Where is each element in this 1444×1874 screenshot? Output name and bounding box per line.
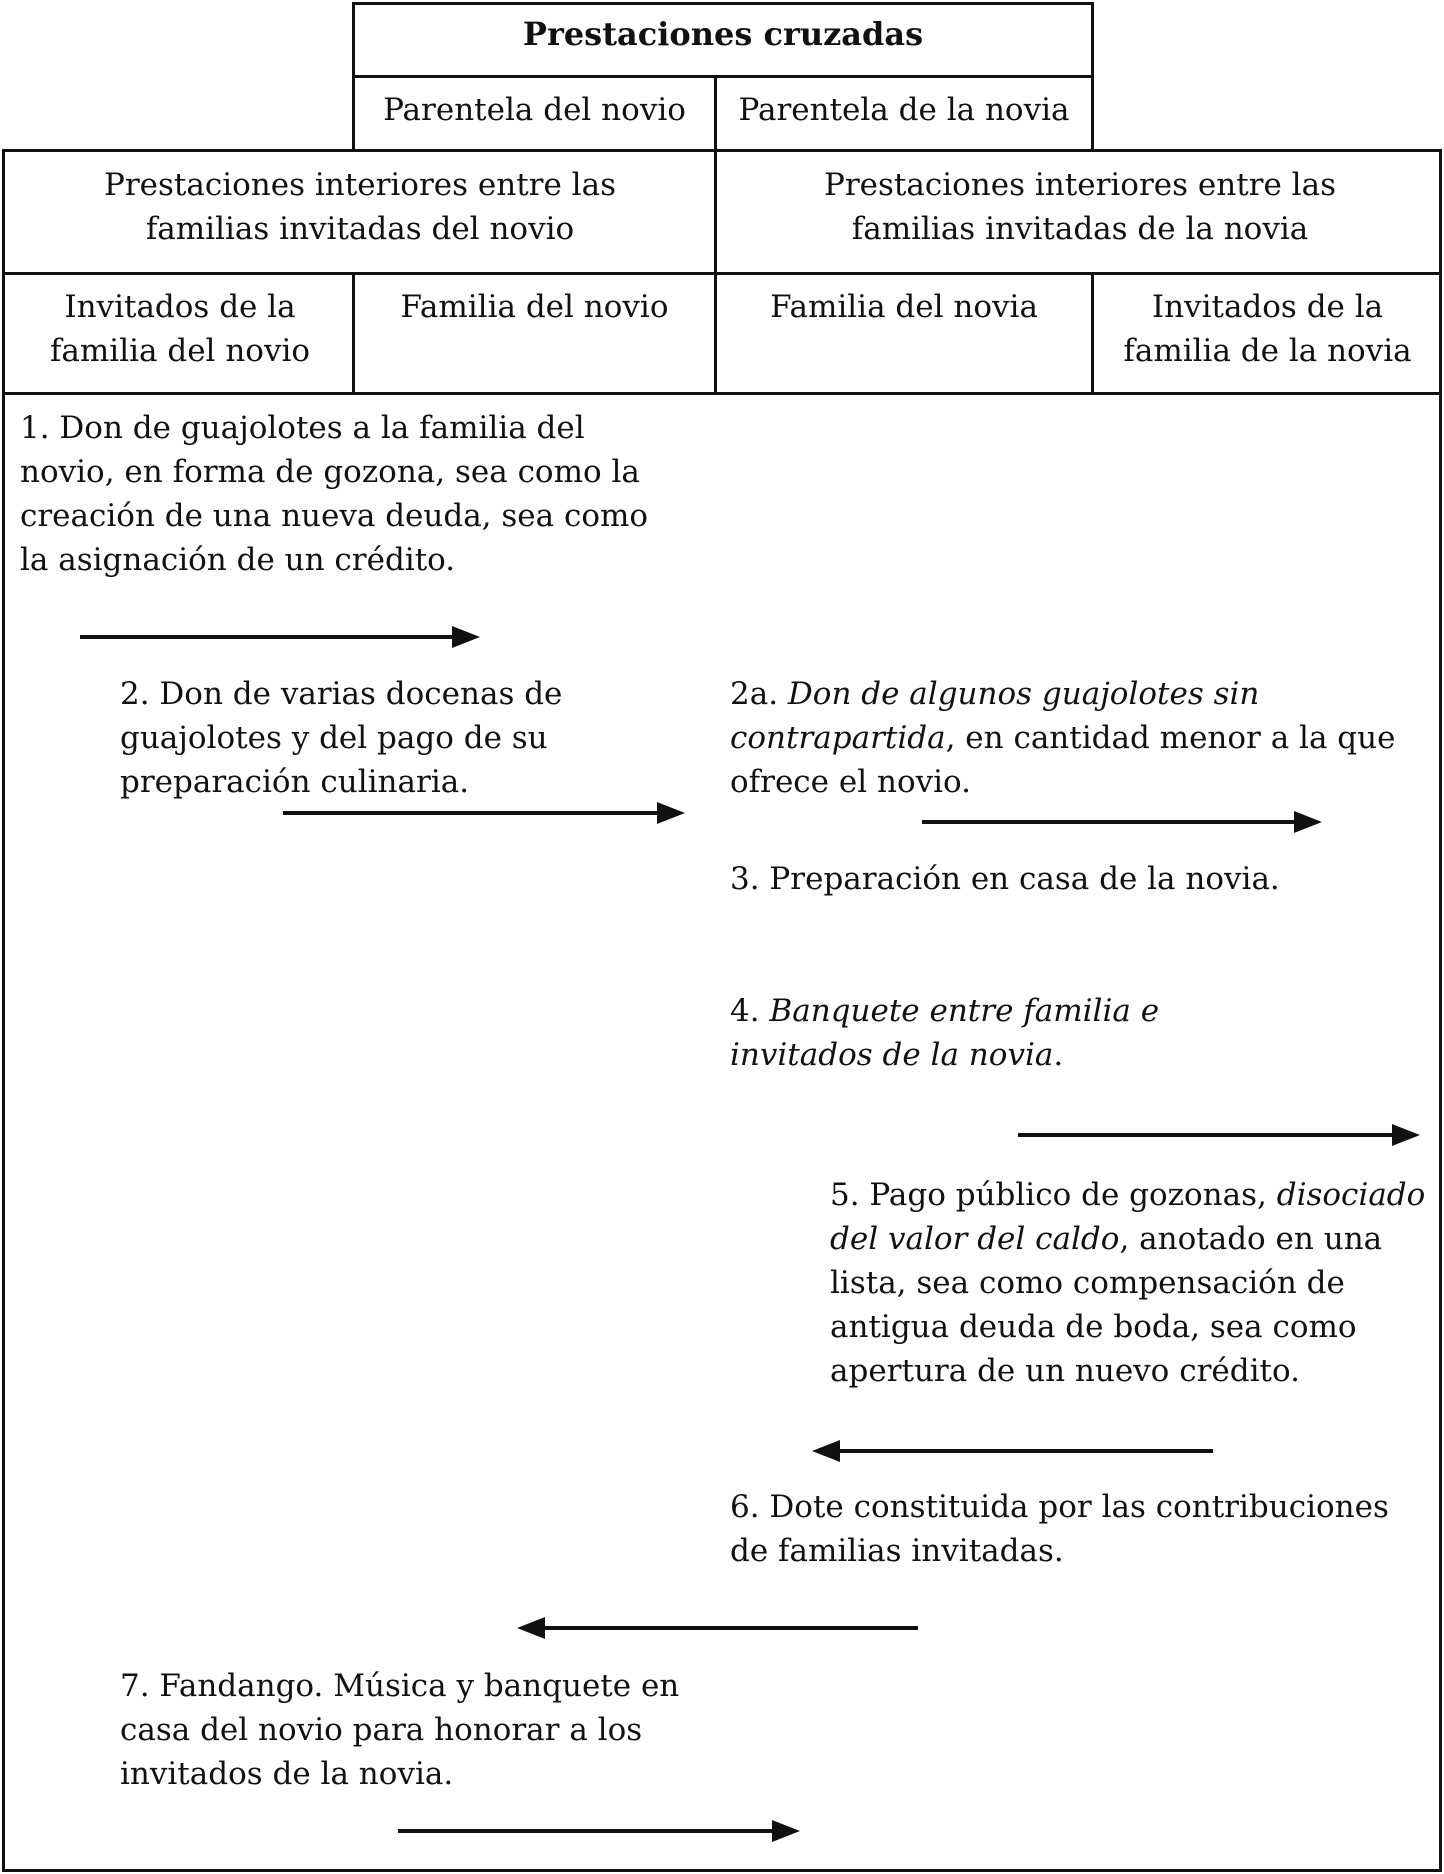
step-4-italic: Banquete entre familia e invitados de la novia (730, 993, 1160, 1073)
column-invitados-novio: Invitados de la familia del novio (49, 289, 311, 369)
arrow-2 (283, 802, 685, 824)
arrow-5 (812, 1440, 1213, 1462)
arrow-2a (922, 811, 1322, 833)
step-7: 7. Fandango. Música y banquete en casa del novio para honorar a los invitados de la novia. (120, 1668, 680, 1792)
arrow-7 (398, 1820, 800, 1842)
arrow-4 (1018, 1124, 1420, 1146)
interiores-novia: Prestaciones interiores entre las familias invitadas de la novia (824, 167, 1336, 247)
step-2a-suffix: , en cantidad menor a la que ofrece el novio. (730, 720, 1396, 800)
step-2a-prefix: 2a. (730, 676, 788, 712)
parentela-novio: Parentela del novio (383, 92, 686, 128)
header-title: Prestaciones cruzadas (522, 15, 924, 53)
step-2a-italic: Don de algunos guajolotes sin contrapartida (730, 676, 1260, 756)
step-6: 6. Dote constituida por las contribuciones de familias invitadas. (730, 1489, 1389, 1569)
step-2: 2. Don de varias docenas de guajolotes y del pago de su preparación culinaria. (120, 676, 563, 800)
arrow-1 (80, 626, 480, 648)
parentela-novia: Parentela de la novia (738, 92, 1070, 128)
interiores-novio: Prestaciones interiores entre las familias invitadas del novio (104, 167, 616, 247)
column-invitados-novia: Invitados de la familia de la novia (1123, 289, 1412, 369)
step-1: 1. Don de guajolotes a la familia del novio, en forma de gozona, sea como la creación de una nueva deuda, sea como la asignación de un crédito. (20, 410, 649, 578)
step-4-prefix: 4. (730, 993, 770, 1029)
arrow-6 (517, 1617, 918, 1639)
step-5-prefix: 5. Pago público de gozonas, (830, 1177, 1277, 1213)
column-familia-novio: Familia del novio (400, 289, 669, 325)
step-4-suffix: . (1053, 1037, 1064, 1073)
step-3: 3. Preparación en casa de la novia. (730, 861, 1280, 897)
column-familia-novia: Familia del novia (770, 289, 1038, 325)
step-5-italic: disociado del valor del caldo (830, 1177, 1426, 1257)
step-5-suffix: , anotado en una lista, sea como compensación de antigua deuda de boda, sea como apertura de un nuevo crédito. (830, 1221, 1383, 1389)
